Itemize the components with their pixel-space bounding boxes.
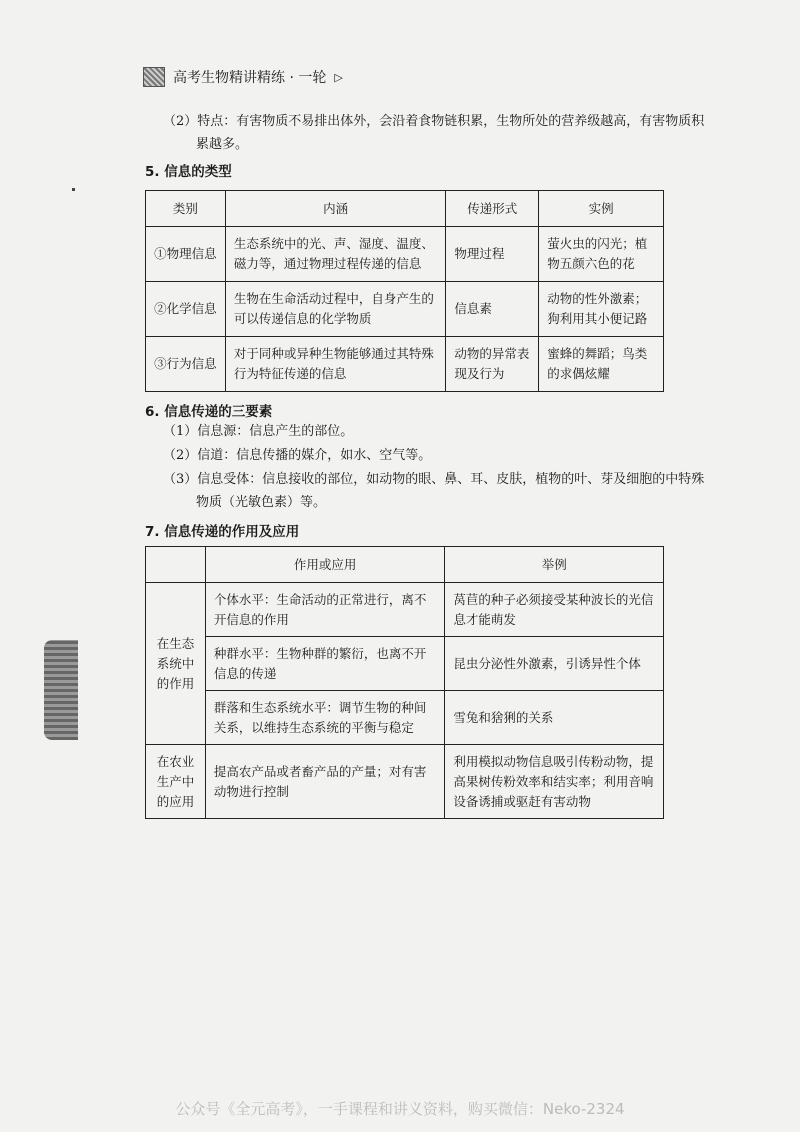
- section6-item: （1）信息源：信息产生的部位。: [163, 424, 354, 439]
- row-form: 物理过程: [446, 227, 539, 282]
- row-category: ①物理信息: [146, 227, 226, 282]
- page-header: [143, 66, 343, 88]
- section6-title: 6. 信息传递的三要素: [145, 404, 273, 420]
- row-category: ②化学信息: [146, 282, 226, 337]
- col-header-meaning: 内涵: [225, 191, 446, 227]
- group-label-agriculture: 在农业生产中的应用: [146, 745, 206, 819]
- scan-speck: [72, 188, 75, 191]
- table-header-row: [146, 191, 664, 227]
- section5-title: 5. 信息的类型: [145, 164, 232, 180]
- row-example: 昆虫分泌性外激素，引诱异性个体: [445, 637, 664, 691]
- table-header-row: [146, 547, 664, 583]
- row-role: 种群水平：生物种群的繁衍，也离不开信息的传递: [205, 637, 445, 691]
- col-header-blank: [146, 547, 206, 583]
- section6-item: （2）信道：信息传播的媒介，如水、空气等。: [163, 448, 432, 463]
- row-role: 提高农产品或者畜产品的产量；对有害动物进行控制: [205, 745, 445, 819]
- row-category: ③行为信息: [146, 337, 226, 392]
- table-row: [146, 282, 664, 337]
- group-label-ecosystem: 在生态系统中的作用: [146, 583, 206, 745]
- header-title: 高考生物精讲精练 · 一轮: [173, 70, 327, 86]
- book-logo-icon: [143, 67, 165, 87]
- table-row: [146, 337, 664, 392]
- row-form: 信息素: [446, 282, 539, 337]
- col-header-example: 举例: [445, 547, 664, 583]
- info-role-table: [145, 546, 664, 819]
- col-header-category: 类别: [146, 191, 226, 227]
- col-header-role: 作用或应用: [205, 547, 445, 583]
- footer-watermark: 公众号《全元高考》，一手课程和讲义资料，购买微信：Neko-2324: [175, 1100, 625, 1118]
- table-row: [146, 227, 664, 282]
- row-example: 利用模拟动物信息吸引传粉动物，提高果树传粉效率和结实率；利用音响设备诱捕或驱赶有害动物: [445, 745, 664, 819]
- table-row: [146, 745, 664, 819]
- row-form: 动物的异常表现及行为: [446, 337, 539, 392]
- table-row: [146, 583, 664, 637]
- table-row: [146, 637, 664, 691]
- row-role: 个体水平：生命活动的正常进行，离不开信息的作用: [205, 583, 445, 637]
- section7-title: 7. 信息传递的作用及应用: [145, 524, 300, 540]
- col-header-example: 实例: [539, 191, 664, 227]
- row-example: 萤火虫的闪光；植物五颜六色的花: [539, 227, 664, 282]
- row-meaning: 生态系统中的光、声、湿度、温度、磁力等，通过物理过程传递的信息: [225, 227, 446, 282]
- table-row: [146, 691, 664, 745]
- info-types-table: [145, 190, 664, 392]
- col-header-form: 传递形式: [446, 191, 539, 227]
- row-example: 莴苣的种子必须接受某种波长的光信息才能萌发: [445, 583, 664, 637]
- row-example: 动物的性外激素；狗利用其小便记路: [539, 282, 664, 337]
- chapter-side-tab: [44, 640, 78, 740]
- row-meaning: 生物在生命活动过程中，自身产生的可以传递信息的化学物质: [225, 282, 446, 337]
- row-example: 雪兔和猞猁的关系: [445, 691, 664, 745]
- section6-item: （3）信息受体：信息接收的部位，如动物的眼、鼻、耳、皮肤，植物的叶、芽及细胞的中特殊物质（光敏色素）等。: [163, 472, 705, 510]
- row-example: 蜜蜂的舞蹈；鸟类的求偶炫耀: [539, 337, 664, 392]
- row-role: 群落和生态系统水平：调节生物的种间关系，以维持生态系统的平衡与稳定: [205, 691, 445, 745]
- intro-point: （2）特点：有害物质不易排出体外，会沿着食物链积累，生物所处的营养级越高，有害物质积累越多。: [163, 114, 705, 152]
- row-meaning: 对于同种或异种生物能够通过其特殊行为特征传递的信息: [225, 337, 446, 392]
- triangle-marker-icon: ▷: [334, 70, 343, 84]
